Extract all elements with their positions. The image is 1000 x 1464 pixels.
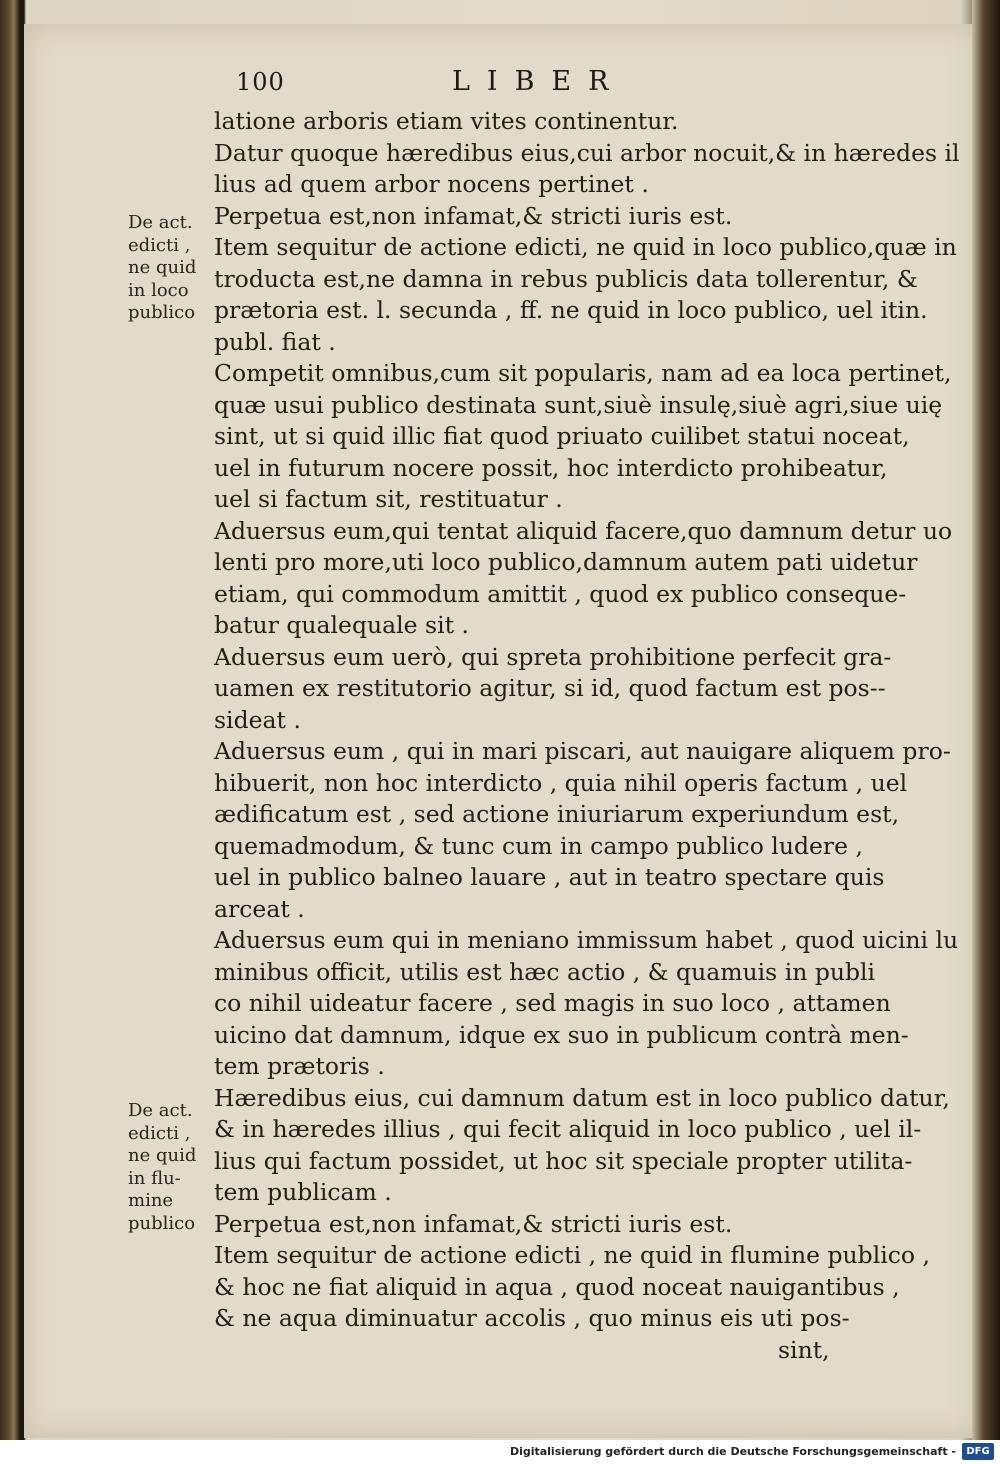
text-line: Hæredibus eius, cui damnum datum est in loco publico datur, <box>214 1083 950 1112</box>
page-number: 100 <box>236 68 285 96</box>
body-text <box>214 106 960 1366</box>
text-line: Perpetua est,non infamat,& stricti iuris est. <box>214 1209 733 1238</box>
margin-note: De act. edicti , ne quid in flu- mine publico <box>128 1100 197 1234</box>
text-line: Aduersus eum uerò, qui spreta prohibitione perfecit gra- <box>214 642 892 671</box>
footer-bar <box>0 1440 1000 1464</box>
text-line: troducta est,ne damna in rebus publicis data tollerentur, & <box>214 264 918 293</box>
text-line: prætoria est. l. secunda , ff. ne quid in loco publico, uel itin. <box>214 296 928 324</box>
text-line: tem prætoris . <box>214 1052 385 1080</box>
text-line: Aduersus eum,qui tentat aliquid facere,quo damnum detur uo <box>214 516 953 545</box>
text-line: hibuerit, non hoc interdicto , quia nihil operis factum , uel <box>214 768 908 797</box>
page-edge <box>972 0 1000 1440</box>
text-line: Competit omnibus,cum sit popularis, nam ad ea loca pertinet, <box>214 359 952 387</box>
text-line: Item sequitur de actione edicti, ne quid in loco publico,quæ in <box>214 233 957 261</box>
text-line: & in hæredes illius , qui fecit aliquid in loco publico , uel il- <box>214 1115 922 1143</box>
dfg-logo-icon: DFG <box>962 1443 994 1460</box>
text-line: Perpetua est,non infamat,& stricti iuris est. <box>214 201 733 230</box>
text-line: Item sequitur de actione edicti , ne quid in flumine publico , <box>214 1241 931 1269</box>
text-line: batur qualequale sit . <box>214 611 469 639</box>
text-line: uel si factum sit, restituatur . <box>214 485 563 513</box>
text-line: quæ usui publico destinata sunt,siuè insulę,siuè agri,siue uię <box>214 390 943 419</box>
page-header <box>236 66 716 100</box>
text-line: minibus officit, utilis est hæc actio , & quamuis in publi <box>214 957 876 986</box>
text-line: lius qui factum possidet, ut hoc sit speciale propter utilita- <box>214 1146 913 1175</box>
text-line: sideat . <box>214 705 301 734</box>
margin-note: De act. edicti , ne quid in loco publico <box>128 212 197 323</box>
text-line: & ne aqua diminuatur accolis , quo minus eis uti pos- <box>214 1304 850 1332</box>
text-line: etiam, qui commodum amittit , quod ex publico conseque- <box>214 579 907 608</box>
text-line: co nihil uideatur facere , sed magis in suo loco , attamen <box>214 989 891 1017</box>
text-line: quemadmodum, & tunc cum in campo publico ludere , <box>214 831 863 860</box>
text-line: Datur quoque hæredibus eius,cui arbor nocuit,& in hæredes il <box>214 138 960 167</box>
text-line: & hoc ne fiat aliquid in aqua , quod noceat nauigantibus , <box>214 1272 900 1301</box>
text-line: latione arboris etiam vites continentur. <box>214 107 679 135</box>
text-line: Aduersus eum qui in meniano immissum habet , quod uicini lu <box>214 926 959 954</box>
text-line: uel in futurum nocere possit, hoc interdicto prohibeatur, <box>214 453 888 482</box>
text-line: sint, ut si quid illic fiat quod priuato cuilibet statui noceat, <box>214 422 910 450</box>
catchword: sint, <box>778 1335 830 1364</box>
text-line: ædificatum est , sed actione iniuriarum experiundum est, <box>214 800 900 828</box>
text-line: uamen ex restitutorio agitur, si id, quod factum est pos-- <box>214 674 886 702</box>
digitization-credit: Digitalisierung gefördert durch die Deutsche Forschungsgemeinschaft - <box>509 1445 956 1458</box>
running-head: LIBER <box>452 66 626 97</box>
text-line: uicino dat damnum, idque ex suo in publicum contrà men- <box>214 1020 909 1049</box>
text-line: tem publicam . <box>214 1178 392 1206</box>
text-line: uel in publico balneo lauare , aut in teatro spectare quis <box>214 863 885 891</box>
text-line: lius ad quem arbor nocens pertinet . <box>214 170 649 198</box>
text-line: lenti pro more,uti loco publico,damnum autem pati uidetur <box>214 548 918 576</box>
text-line: Aduersus eum , qui in mari piscari, aut nauigare aliquem pro- <box>214 737 951 765</box>
text-line: arceat . <box>214 894 305 923</box>
text-line: publ. fiat . <box>214 327 336 356</box>
